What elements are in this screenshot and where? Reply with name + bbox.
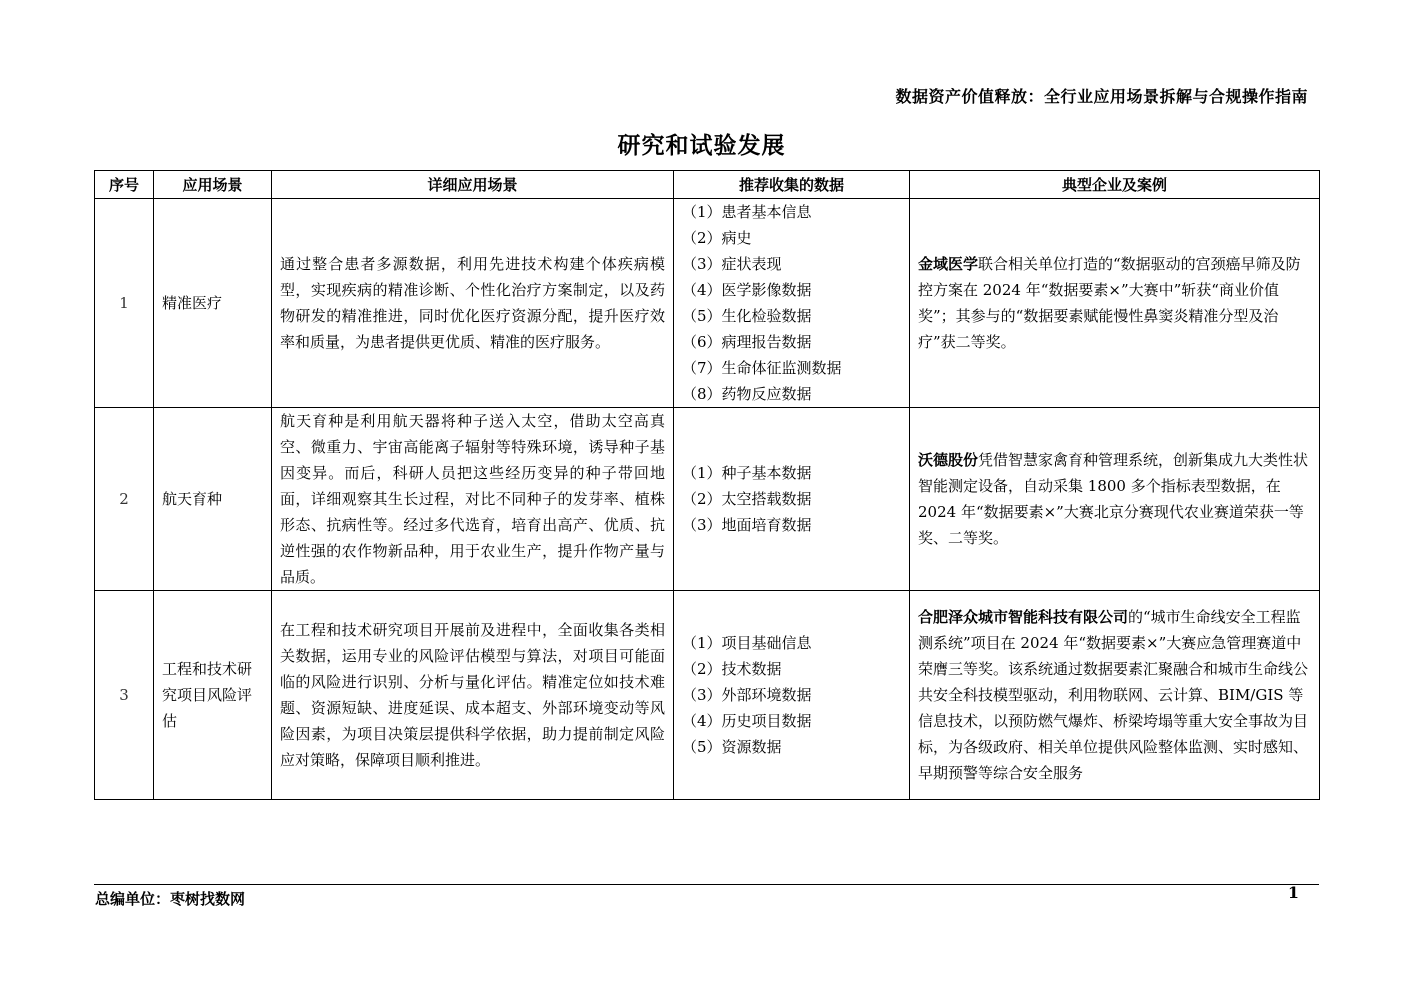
scene-detail-cell [272, 591, 674, 800]
case-cell [910, 199, 1320, 408]
document-header-title: 数据资产价值释放：全行业应用场景拆解与合规操作指南 [895, 87, 1308, 106]
data-item: （4）医学影像数据 [682, 281, 812, 299]
scene-detail-cell [272, 199, 674, 408]
case-cell [910, 591, 1320, 800]
data-list [674, 199, 910, 408]
scene-detail-cell [272, 408, 674, 591]
case-text: 凭借智慧家禽育种管理系统，创新集成九大类性状智能测定设备，自动采集 1800 多个指标表型数据，在 2024 年“数据要素×”大赛北京分赛现代农业赛道荣获一等奖、二等奖。 [918, 451, 1309, 547]
data-item: （5）资源数据 [682, 738, 782, 756]
data-item: （4）历史项目数据 [682, 712, 812, 730]
column-header-data: 推荐收集的数据 [674, 171, 910, 199]
data-item: （8）药物反应数据 [682, 385, 812, 403]
data-item: （3）症状表现 [682, 255, 782, 273]
footer-divider [94, 884, 1319, 885]
data-item: （2）病史 [682, 229, 752, 247]
data-item: （7）生命体征监测数据 [682, 359, 842, 377]
case-company: 金域医学 [918, 255, 979, 273]
data-item: （3）地面培育数据 [682, 516, 812, 534]
row-number: 1 [95, 199, 154, 408]
row-number: 3 [95, 591, 154, 800]
data-item: （1）项目基础信息 [682, 634, 812, 652]
data-item: （1）种子基本数据 [682, 464, 812, 482]
scene-detail: 通过整合患者多源数据，利用先进技术构建个体疾病模型，实现疾病的精准诊断、个性化治疗方案制定，以及药物研发的精准推进，同时优化医疗资源分配，提升医疗效率和质量，为患者提供更优质、精准的医疗服务。 [280, 255, 665, 351]
page-number: 1 [1287, 883, 1299, 902]
row-number: 2 [95, 408, 154, 591]
case-text: 联合相关单位打造的“数据驱动的宫颈癌早筛及防控方案在 2024 年“数据要素×”大赛中”斩获“商业价值奖”；其参与的“数据要素赋能慢性鼻窦炎精准分型及治疗”获二等奖。 [918, 255, 1301, 351]
scene-name: 航天育种 [154, 408, 272, 591]
scene-detail: 在工程和技术研究项目开展前及进程中，全面收集各类相关数据，运用专业的风险评估模型与算法，对项目可能面临的风险进行识别、分析与量化评估。精准定位如技术难题、资源短缺、进度延误、成本超支、外部环境变动等风险因素，为项目决策层提供科学依据，助力提前制定风险应对策略，保障项目顺利推进。 [280, 621, 665, 769]
case-cell [910, 408, 1320, 591]
data-item: （2）技术数据 [682, 660, 782, 678]
table-header-row [95, 171, 1320, 199]
column-header-no: 序号 [95, 171, 154, 199]
footer-editor: 总编单位：枣树找数网 [95, 890, 246, 908]
column-header-detail: 详细应用场景 [272, 171, 674, 199]
data-list [674, 591, 910, 800]
case-company: 沃德股份 [918, 451, 979, 469]
data-item: （6）病理报告数据 [682, 333, 812, 351]
data-item: （3）外部环境数据 [682, 686, 812, 704]
scenario-table [94, 170, 1320, 800]
scene-detail: 航天育种是利用航天器将种子送入太空，借助太空高真空、微重力、宇宙高能离子辐射等特殊环境，诱导种子基因变异。而后，科研人员把这些经历变异的种子带回地面，详细观察其生长过程，对比不同种子的发芽率、植株形态、抗病性等。经过多代选育，培育出高产、优质、抗逆性强的农作物新品种，用于农业生产，提升作物产量与品质。 [280, 412, 665, 586]
table-row [95, 408, 1320, 591]
data-item: （1）患者基本信息 [682, 203, 812, 221]
page-title: 研究和试验发展 [617, 133, 786, 159]
scene-name: 精准医疗 [154, 199, 272, 408]
table-row [95, 199, 1320, 408]
case-company: 合肥泽众城市智能科技有限公司 [918, 608, 1129, 626]
table-row [95, 591, 1320, 800]
data-list [674, 408, 910, 591]
data-item: （5）生化检验数据 [682, 307, 812, 325]
scene-name: 工程和技术研究项目风险评估 [154, 591, 272, 800]
column-header-scene: 应用场景 [154, 171, 272, 199]
data-item: （2）太空搭载数据 [682, 490, 812, 508]
column-header-case: 典型企业及案例 [910, 171, 1320, 199]
case-text: 的“城市生命线安全工程监测系统”项目在 2024 年“数据要素×”大赛应急管理赛道中荣膺三等奖。该系统通过数据要素汇聚融合和城市生命线公共安全科技模型驱动，利用物联网、云计算、BIM/GIS 等信息技术，以预防燃气爆炸、桥梁垮塌等重大安全事故为目标，为各级政府、相关单位提供风险整体监测、实时感知、早期预警等综合安全服务 [918, 608, 1309, 782]
